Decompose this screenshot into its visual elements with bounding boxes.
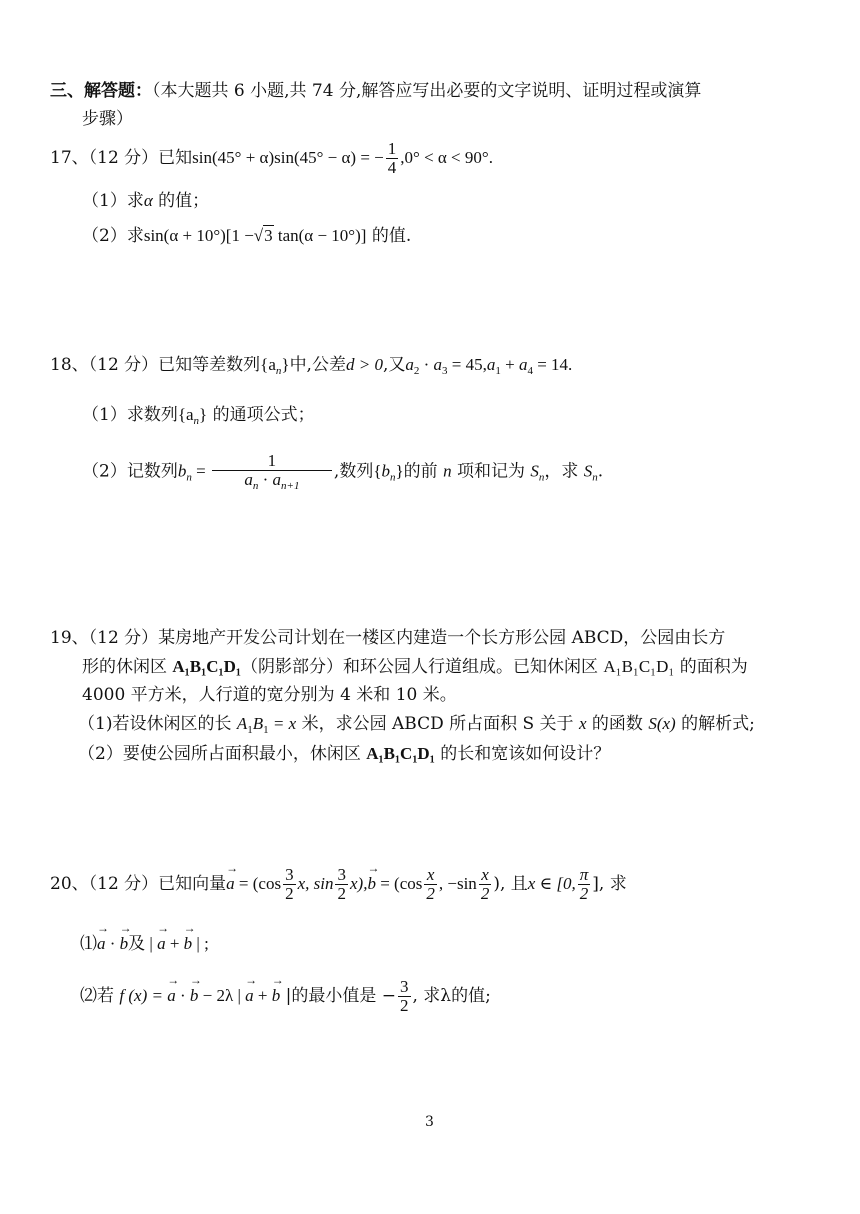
q18-part2-mid: ,数列 [333,461,374,482]
q19-rect: A₁B₁C₁D₁ [603,657,675,676]
page-number: 3 [425,1114,434,1130]
q20-vec-a: → a [226,874,235,894]
q20-f1n: 3 [285,865,294,884]
q17-fraction [386,140,399,177]
q18-a1: a [486,355,496,374]
q20-f2d: 2 [337,883,346,903]
q19-l2-b: （阴影部分）和环公园人行道组成。已知休闲区 [240,657,604,677]
q18-part2: （2）记数列$b_n$ = $\frac{1}{a_n \cdot a_{n+1}}$ ,数列$\{b_n\}$的前 n 项和记为 $S_n$，求 $S_n$. [82,451,604,492]
q20-p2-f: f (x) = [119,985,168,1005]
q17-part2 [82,221,411,246]
q19-p1-x: x [578,714,587,733]
q19-part2 [78,739,610,764]
q18-part2-n: n [443,461,452,481]
q18-den-a1: a [244,469,253,489]
q20-eq2: = (cos [375,873,423,893]
q20-vec-b: → b [367,874,376,894]
q17-frac-num: 1 [387,139,397,158]
q19-p1-e: 的解析式; [675,714,755,734]
q18-eq2: = 14. [532,355,573,374]
q17-frac-den: 4 [387,157,397,177]
q20-p2-b2: → b [272,986,281,1006]
q20-stem [50,866,627,903]
section-heading-line [50,76,701,101]
q20-p2-tail: , 求λ的值; [412,985,491,1006]
q20-f1d: 2 [285,883,294,903]
q18-you: ,又 [382,355,406,375]
q18-d: d > 0 [345,355,383,374]
q18-bseq-sub: n [390,471,396,484]
q17-sqrt-radicand: 3 [264,226,273,245]
q20-f5d: 2 [579,883,589,903]
q18-a2: a [405,355,414,374]
q18-plus: + [500,355,519,374]
q19-rect-bold: A₁B₁C₁D₁ [172,657,241,676]
q20-p2-end: |的最小值是 − [280,985,396,1006]
q18-fraction [212,452,332,492]
q18-seq-open: {a [260,355,276,374]
q20-p1-plus: + [165,934,184,953]
q19-p1-B-sub: 1 [263,724,269,736]
q20-p1-a: → a [97,934,106,954]
q18-part1 [82,400,315,427]
q17-part1-prefix: （1）求 [82,191,144,211]
q18-a3-sub: 3 [442,365,448,377]
q18-part2-ask: ，求 [544,461,579,482]
q17-part2-expr2: tan(α − 10°)] [273,226,367,245]
q18-den-a2: a [272,469,282,489]
q20-p1-b: → b [120,934,129,954]
q20-p1-and: 及 [128,934,146,954]
q17-part1-suffix: 的值； [152,191,210,211]
q17-sqrt-sign: √ [253,226,264,245]
q19-p1-c: 米，求公园 ABCD 所占面积 S 关于 [296,714,579,734]
q17-part2-prefix: （2）求 [82,226,144,246]
q20-end: ], 求 [592,873,627,894]
q18-frac-den [212,471,332,493]
q20-frac3 [424,866,437,903]
q20-close: ), 且 [493,873,528,894]
q18-a4: a [518,355,528,374]
q20-p2-a2: → a [245,986,254,1006]
q18-dot: · [419,355,434,374]
q20-p2-fd: 2 [400,995,409,1015]
q18-a1-sub: 1 [495,365,501,377]
q20-f3n: x [424,866,437,885]
q19-p1-a: （1)若设休闲区的长 [78,714,237,734]
q20-comma: , −sin [438,873,477,893]
q18-stem [50,350,572,377]
q20-p1-label: ⑴ [80,934,97,954]
q18-part1-suffix: 的通项公式； [207,405,315,425]
q20-p2-a: → a [167,986,176,1006]
q20-part1 [80,929,209,954]
q20-p2-dot: · [175,985,190,1005]
q20-p2-label: ⑵若 [80,985,120,1006]
q18-S1-sub: n [538,471,545,484]
q17-range: ,0° < α < 90°. [400,147,493,167]
q20-p2-fn: 3 [400,977,409,996]
q20-p2-frac [398,978,411,1015]
q20-f3d: 2 [426,883,435,903]
q18-seq-close: } [281,355,290,374]
q20-x1: x, sin [297,873,334,893]
q20-frac1 [283,866,296,903]
q20-part2 [80,978,491,1015]
q19-line1: 19、（12 分）某房地产开发公司计划在一楼区内建造一个长方形公园 ABCD，公园由长方 [50,628,726,648]
section-note-line2: 步骤） [82,109,133,129]
q18-part1-prefix: （1）求数列 [82,405,178,425]
q19-p1-d: 的函数 [586,714,649,734]
q18-den-dot: · [258,469,273,489]
q17-part1-var: α [143,191,153,210]
q19-p1-Sx: S(x) [648,714,676,733]
q18-part2-end: . [597,461,604,482]
q20-f2n: 3 [337,865,346,884]
q18-b-sub: n [186,471,192,484]
q18-part2-sum-label: 项和记为 [456,461,525,482]
q18-den-sub1: n [252,479,259,492]
q19-p1-eq: = x [268,714,297,733]
q20-p1-abs1: | [145,934,158,953]
q18-part2-front: 的前 [403,461,438,482]
q18-part2-prefix: （2）记数列 [82,461,178,482]
q20-p1-abs2: | ; [192,934,209,953]
q18-part1-seq-open: {a [177,405,194,424]
q19-part1 [78,709,755,736]
q20-p1-a2: → a [157,934,166,954]
q20-f4n: x [479,866,492,885]
q18-b: b [177,461,187,481]
q20-p2-plus: + [253,985,272,1005]
q20-p2-minus: − 2λ | [198,985,246,1005]
q19-p1-B: B [252,714,264,733]
q18-S2-sub: n [592,471,598,484]
q19-p2-b: 的长和宽该如何设计？ [434,744,611,764]
q17-part2-expr1: sin(α + 10°)[1 − [143,226,254,245]
q18-a2-sub: 2 [413,365,420,377]
q20-xin: x ∈ [0, [527,873,576,893]
q20-p2-b: → b [190,986,199,1006]
q19-l2-a: 形的休闲区 [82,657,173,677]
q20-number: 20、（12 分）已知向量 [50,873,227,894]
q18-a3: a [433,355,443,374]
q17-stem [50,140,493,177]
q17-part1 [82,186,209,211]
q20-p1-dot: · [105,934,120,953]
q18-mid: 中,公差 [289,355,346,375]
q20-x2: x), [349,873,368,893]
q18-b-eq: = [191,461,210,481]
q19-line2 [82,652,748,677]
q20-eq: = (cos [234,873,282,893]
q19-p1-A-sub: 1 [247,724,253,736]
q18-S1: S [530,461,539,481]
q18-number: 18、（12 分）已知等差数列 [50,355,261,375]
q18-frac-num: 1 [212,452,332,471]
q18-bseq: b [381,461,390,481]
q20-p1-b2: → b [184,934,193,954]
q20-frac4 [479,866,492,903]
q17-part2-suffix: 的值. [366,226,412,246]
q19-p2-a: （2）要使公园所占面积最小，休闲区 [78,744,367,764]
section-note-line1: （本大题共 6 小题,共 74 分,解答应写出必要的文字说明、证明过程或演算 [152,81,702,101]
q19-p1-A: A [236,714,248,733]
q18-a4-sub: 4 [527,365,533,377]
section-heading: 三、解答题： [50,81,152,101]
q18-eq1: = 45, [447,355,487,374]
q18-part1-seq-sub: n [193,415,200,427]
q18-den-sub2: n+1 [281,479,300,492]
q18-seq-sub: n [275,365,282,377]
q17-condition: sin(45° + α)sin(45° − α) = − [192,147,384,167]
q19-p2-rect: A₁B₁C₁D₁ [366,744,435,763]
q20-f4d: 2 [480,883,490,903]
q18-part1-seq-close: } [199,405,208,424]
q20-f5n: π [579,865,589,884]
q20-frac2 [335,866,348,903]
q18-S2: S [583,461,593,481]
q20-frac5 [578,866,591,903]
q19-l2-d: 的面积为 [674,657,748,677]
q17-number: 17、（12 分）已知 [50,147,193,168]
q19-line3: 4000 平方米，人行道的宽分别为 4 米和 10 米。 [82,685,457,705]
